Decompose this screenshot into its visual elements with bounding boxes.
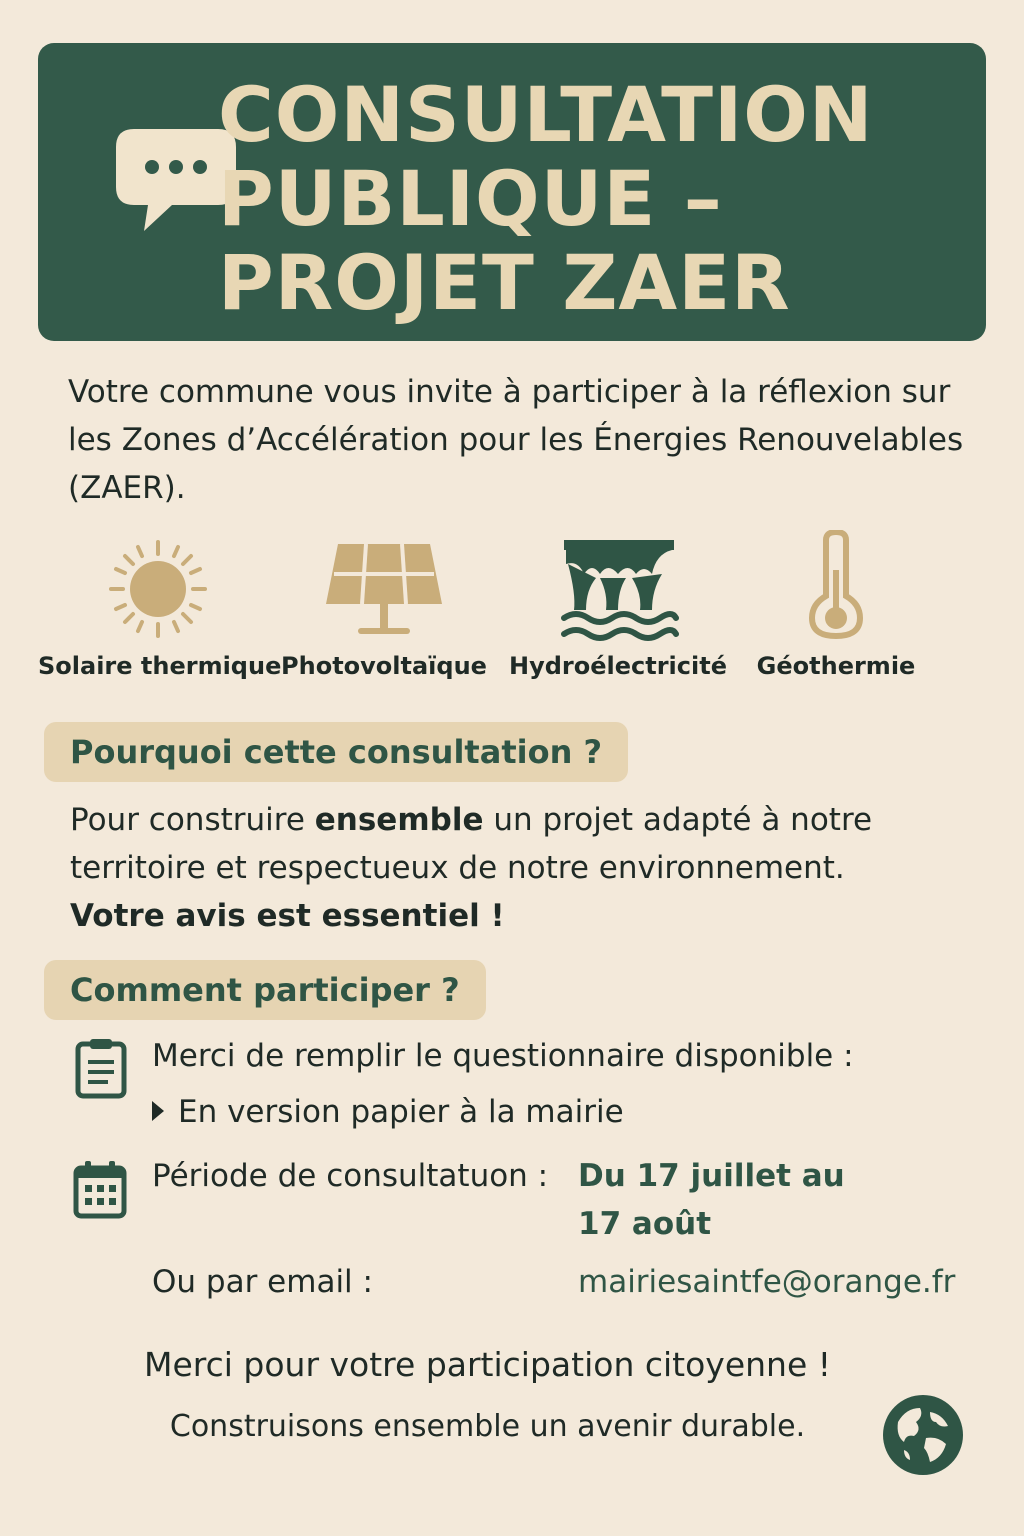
clipboard-icon	[74, 1036, 128, 1100]
page-title: CONSULTATION PUBLIQUE – PROJET ZAER	[218, 70, 874, 327]
why-text	[70, 796, 990, 940]
intro-text: Votre commune vous invite à participer à la réflexion sur les Zones d’Accélération pour les Énergies Renouvelables (ZAER).	[68, 374, 964, 506]
solar-panel-icon	[322, 534, 446, 644]
email-label: Ou par email :	[152, 1264, 373, 1300]
energy-sources	[38, 530, 986, 700]
period-label: Période de consultatuon :	[152, 1158, 549, 1194]
energy-photovoltaic	[264, 530, 504, 680]
slogan-text: Construisons ensemble un avenir durable.	[169, 1409, 806, 1444]
globe-icon	[880, 1392, 966, 1478]
email-link[interactable]: mairiesaintfe@orange.fr	[578, 1264, 956, 1300]
energy-label: Hydroélectricité	[509, 652, 727, 680]
thermometer-icon	[796, 530, 876, 640]
questionnaire-text: Merci de remplir le questionnaire disponible :	[152, 1038, 854, 1074]
energy-hydro	[498, 530, 738, 680]
how-heading: Comment participer ?	[44, 960, 486, 1020]
calendar-icon	[72, 1158, 128, 1220]
arrow-right-icon	[152, 1101, 164, 1121]
energy-label: Photovoltaïque	[281, 652, 487, 680]
energy-label: Solaire thermique	[38, 652, 282, 680]
sun-icon	[103, 534, 213, 644]
energy-label: Géothermie	[756, 652, 916, 680]
why-emphasis: Votre avis est essentiel !	[70, 898, 505, 934]
period-value-line1: Du 17 juillet au	[578, 1158, 845, 1194]
why-text-end: un projet adapté à notre territoire et respectueux de notre environnement.	[70, 802, 873, 886]
header-banner	[38, 43, 986, 341]
period-value-line2: 17 août	[578, 1206, 712, 1242]
energy-geothermal	[716, 530, 956, 680]
why-text-start: Pour construire	[70, 802, 315, 838]
paper-option-label: En version papier à la mairie	[178, 1094, 624, 1130]
dam-icon	[556, 534, 680, 644]
paper-option	[152, 1088, 624, 1136]
why-text-bold: ensemble	[314, 802, 484, 838]
thanks-text: Merci pour votre participation citoyenne !	[144, 1345, 831, 1384]
why-heading: Pourquoi cette consultation ?	[44, 722, 628, 782]
energy-solar-thermal	[38, 530, 282, 680]
